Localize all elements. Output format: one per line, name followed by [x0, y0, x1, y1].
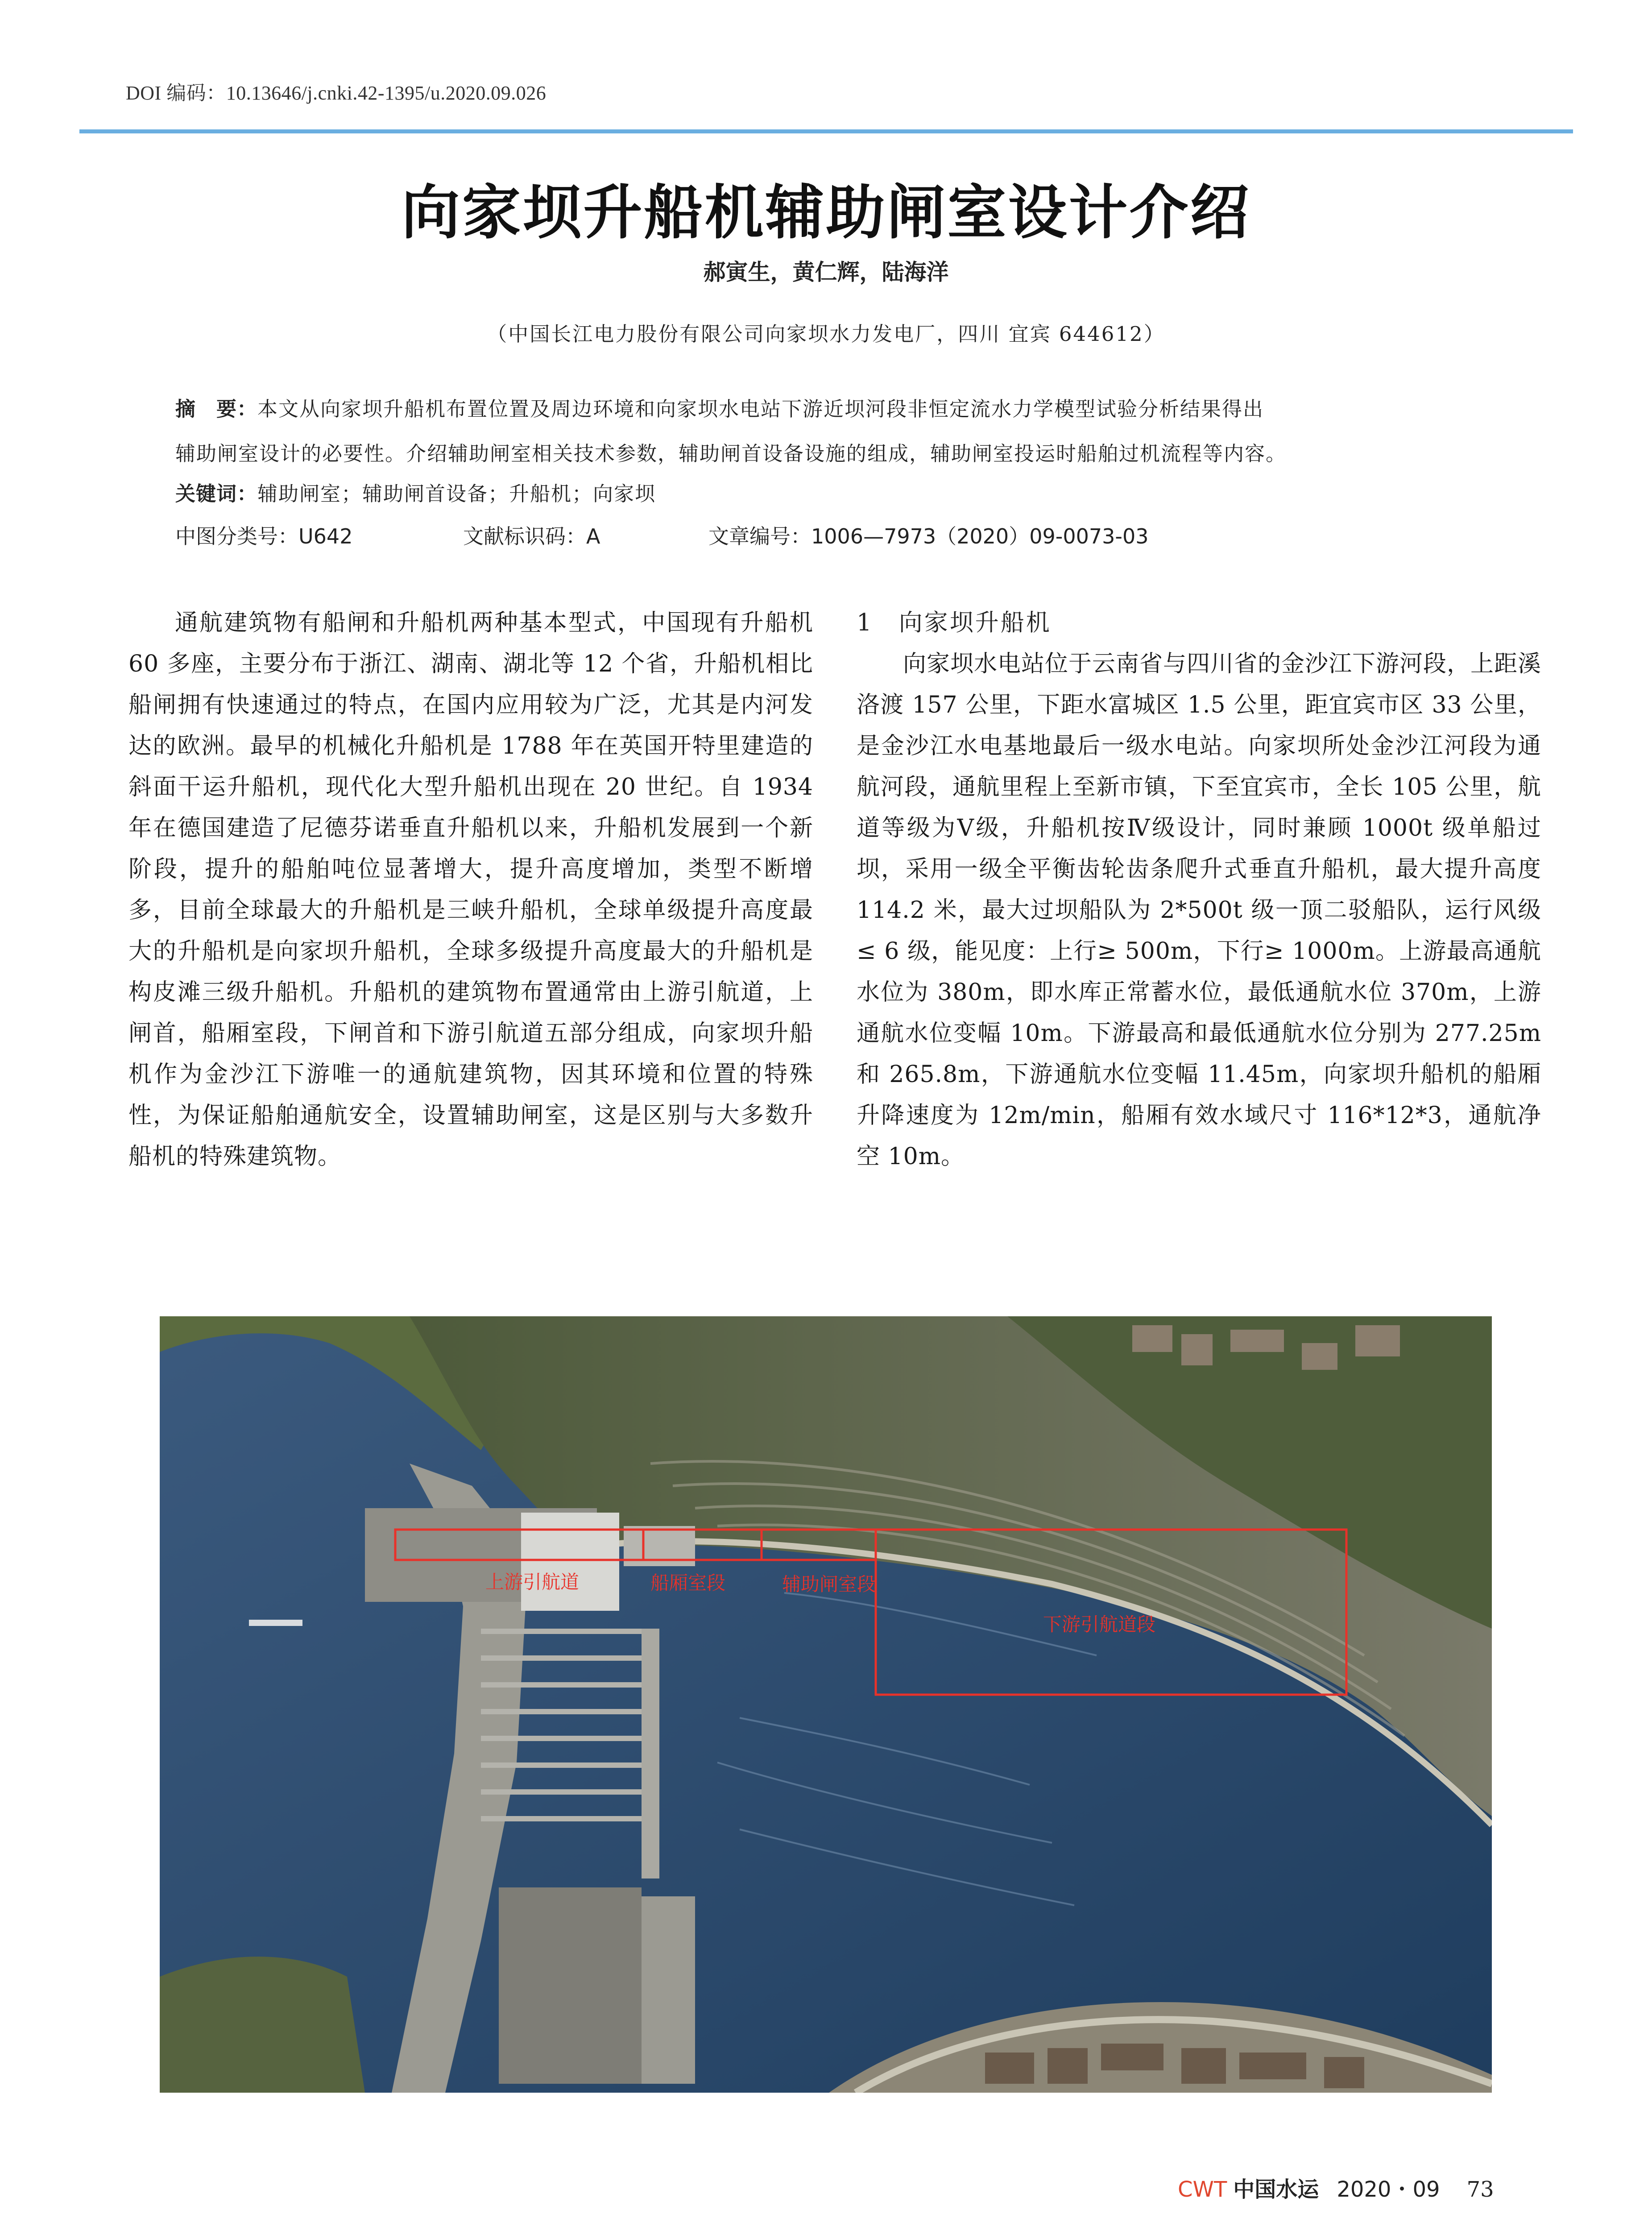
- label-chamber: 船厢室段: [650, 1572, 726, 1594]
- label-auxiliary: 辅助闸室段: [782, 1573, 876, 1595]
- abstract: [175, 387, 1496, 476]
- abstract-label: 摘 要：: [175, 397, 258, 421]
- label-downstream: 下游引航道段: [1043, 1613, 1156, 1635]
- label-upstream: 上游引航道: [485, 1571, 580, 1593]
- keywords: [175, 472, 1496, 516]
- abstract-line-1: 本文从向家坝升船机布置位置及周边环境和向家坝水电站下游近坝河段非恒定流水力学模型试验分析结果得出: [257, 397, 1264, 421]
- doi-line: DOI 编码：10.13646/j.cnki.42-1395/u.2020.09.026: [126, 82, 547, 104]
- footer-brand: CWT: [1178, 2177, 1227, 2202]
- footer-journal: 中国水运: [1233, 2177, 1319, 2202]
- article-title: 向家坝升船机辅助闸室设计介绍: [401, 178, 1251, 247]
- authors: 郝寅生，黄仁辉，陆海洋: [703, 259, 949, 285]
- intro-paragraph: 通航建筑物有船闸和升船机两种基本型式，中国现有升船机 60 多座，主要分布于浙江、湖南、湖北等 12 个省，升船机相比船闸拥有快速通过的特点，在国内应用较为广泛，尤其是内河发达的欧洲。最早的机械化升船机是 1788 年在英国开特里建造的斜面干运升船机，现代化大型升船机出现在 20 世纪。自 1934 年在德国建造了尼德芬诺垂直升船机以来，升船机发展到一个新阶段，提升的船舶吨位显著增大，提升高度增加，类型不断增多，目前全球最大的升船机是三峡升船机，全球单级提升高度最大的升船机是向家坝升船机，全球多级提升高度最大的升船机是构皮滩三级升船机。升船机的建筑物布置通常由上游引航道，上闸首，船厢室段，下闸首和下游引航道五部分组成，向家坝升船机作为金沙江下游唯一的通航建筑物，因其环境和位置的特殊性，为保证船舶通航安全，设置辅助闸室，这是区别与大多数升船机的特殊建筑物。: [128, 610, 813, 1170]
- left-column: [128, 602, 813, 1177]
- header-rule: [79, 129, 1573, 133]
- document-code: 文献标识码：A: [463, 524, 600, 548]
- abstract-line-2: 辅助闸室设计的必要性。介绍辅助闸室相关技术参数，辅助闸首设备设施的组成，辅助闸室投运时船舶过机流程等内容。: [175, 442, 1287, 465]
- page-footer: [1178, 2172, 1494, 2203]
- satellite-figure: [160, 1316, 1492, 2093]
- right-column: [857, 602, 1541, 1177]
- article-number: 文章编号：1006—7973（2020）09-0073-03: [708, 524, 1149, 548]
- keywords-label: 关键词：: [175, 482, 258, 506]
- section-1-paragraph: 向家坝水电站位于云南省与四川省的金沙江下游河段，上距溪洛渡 157 公里，下距水富城区 1.5 公里，距宜宾市区 33 公里，是金沙江水电基地最后一级水电站。向家坝所处金沙江河段为通航河段，通航里程上至新市镇，下至宜宾市，全长 105 公里，航道等级为Ⅴ级，升船机按Ⅳ级设计，同时兼顾 1000t 级单船过坝，采用一级全平衡齿轮齿条爬升式垂直升船机，最大提升高度 114.2 米，最大过坝船队为 2*500t 级一顶二驳船队，运行风级≤ 6 级，能见度：上行≥ 500m，下行≥ 1000m。上游最高通航水位为 380m，即水库正常蓄水位，最低通航水位 370m，上游通航水位变幅 10m。下游最高和最低通航水位分别为 277.25m 和 265.8m，下游通航水位变幅 11.45m，向家坝升船机的船厢升降速度为 12m/min，船厢有效水域尺寸 116*12*3，通航净空 10m。: [857, 651, 1542, 1170]
- satellite-image: [160, 1316, 1492, 2093]
- footer-issue: 2020・09: [1337, 2177, 1440, 2202]
- keywords-text: 辅助闸室；辅助闸首设备；升船机；向家坝: [257, 482, 656, 506]
- affiliation: （中国长江电力股份有限公司向家坝水力发电厂，四川 宜宾 644612）: [487, 322, 1165, 346]
- clc-number: 中图分类号：U642: [175, 524, 353, 548]
- page-number: 73: [1466, 2177, 1494, 2202]
- section-heading: 1 向家坝升船机: [857, 609, 1052, 636]
